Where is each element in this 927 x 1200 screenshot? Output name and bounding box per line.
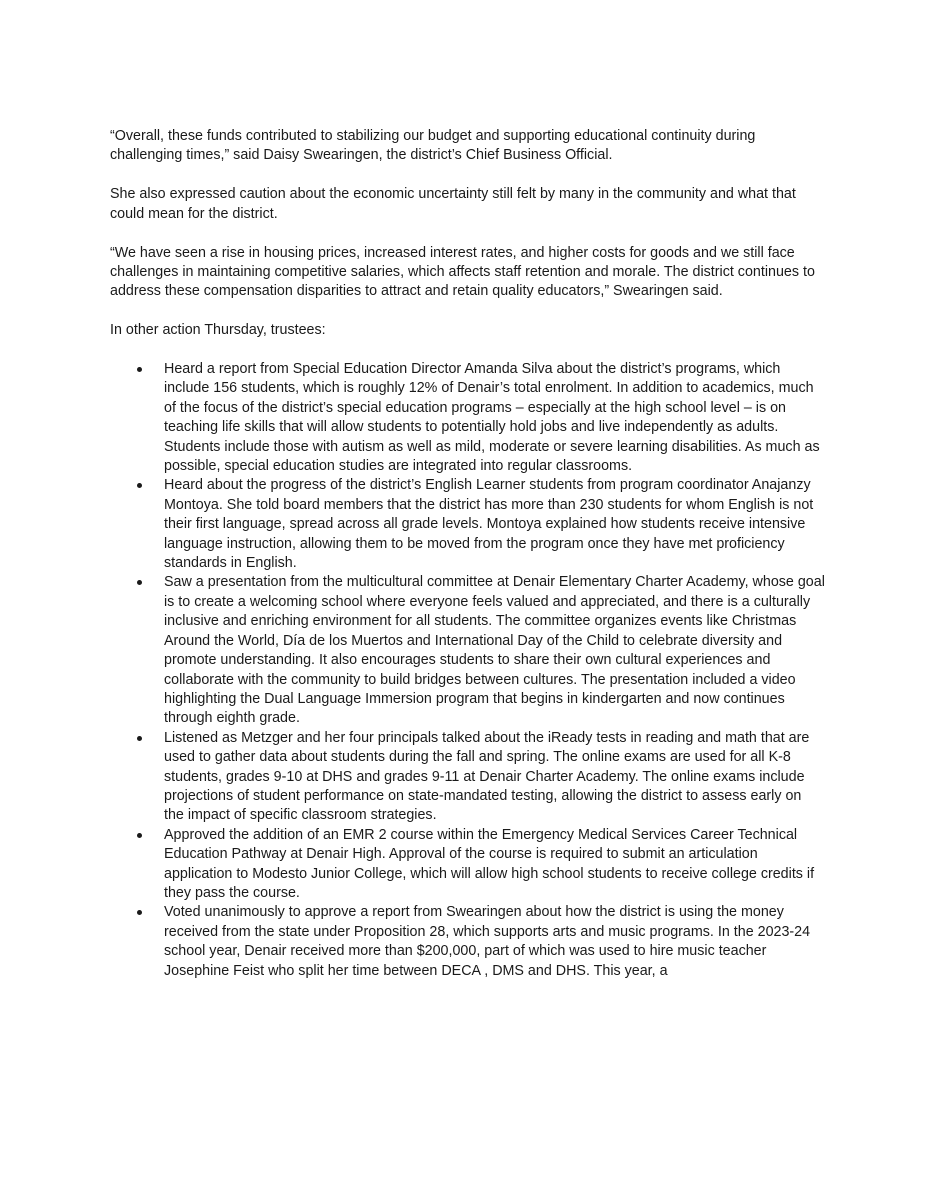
- list-item-text: Voted unanimously to approve a report from Swearingen about how the district is using the money received from the state under Proposition 28, which supports arts and music programs. In the 2023-24 school year, Denair received more than $200,000, part of which was used to hire music teacher Josephine Feist who split her time between DECA , DMS and DHS. This year, a: [164, 904, 811, 979]
- quote-paragraph-1: “Overall, these funds contributed to stabilizing our budget and supporting educational continuity during challenging times,” said Daisy Swearingen, the district’s Chief Business Official.: [110, 128, 756, 164]
- bullet-icon: [137, 367, 142, 372]
- list-item: [110, 826, 825, 904]
- list-item: [110, 360, 825, 476]
- quote-paragraph-2: “We have seen a rise in housing prices, increased interest rates, and higher costs for goods and we still face challenges in maintaining competitive salaries, which affects staff retention and morale. The district continues to address these compensation disparities to attract and retain quality educators,” Swearingen said.: [110, 244, 815, 300]
- list-item: [110, 903, 825, 981]
- document-body: [110, 127, 825, 981]
- list-item: [110, 476, 825, 573]
- list-item: [110, 729, 825, 826]
- list-item-text: Heard a report from Special Education Director Amanda Silva about the district’s programs, which include 156 students, which is roughly 12% of Denair’s total enrolment. In addition to academics, much of the focus of the district’s special education programs – especially at the high school level – is on teaching life skills that will allow students to potentially hold jobs and live independently as adults. Students include those with autism as well as mild, moderate or severe learning disabilities. As much as possible, special education studies are integrated into regular classrooms.: [164, 361, 820, 475]
- list-item-text: Heard about the progress of the district’s English Learner students from program coordinator Anajanzy Montoya. She told board members that the district has more than 230 students for whom English is not their first language, spread across all grade levels. Montoya explained how students receive intensive language instruction, allowing them to be moved from the program once they have met proficiency standards in English.: [164, 477, 814, 572]
- trustee-actions-list: [110, 360, 825, 981]
- bullet-icon: [137, 483, 142, 488]
- list-item: [110, 573, 825, 728]
- list-item-text: Listened as Metzger and her four principals talked about the iReady tests in reading and math that are used to gather data about students during the fall and spring. The online exams are used for all K-8 students, grades 9-10 at DHS and grades 9-11 at Denair Charter Academy. The online exams include projections of student performance on state-mandated testing, allowing the district to assess early on the impact of specific classroom strategies.: [164, 729, 810, 824]
- caution-paragraph: She also expressed caution about the economic uncertainty still felt by many in the community and what that could mean for the district.: [110, 186, 796, 222]
- other-action-lead: In other action Thursday, trustees:: [110, 322, 326, 339]
- bullet-icon: [137, 833, 142, 838]
- bullet-icon: [137, 910, 142, 915]
- list-item-text: Approved the addition of an EMR 2 course within the Emergency Medical Services Career Technical Education Pathway at Denair High. Approval of the course is required to submit an articulation application to Modesto Junior College, which will allow high school students to receive college credits if they pass the course.: [164, 826, 815, 901]
- bullet-icon: [137, 736, 142, 741]
- list-item-text: Saw a presentation from the multicultural committee at Denair Elementary Charter Academy, whose goal is to create a welcoming school where everyone feels valued and appreciated, and there is a culturally inclusive and enriching environment for all students. The committee organizes events like Christmas Around the World, Día de los Muertos and International Day of the Child to celebrate diversity and promote understanding. It also encourages students to share their own cultural experiences and collaborate with the community to build bridges between cultures. The presentation included a video highlighting the Dual Language Immersion program that begins in kindergarten and now continues through eighth grade.: [164, 574, 825, 727]
- bullet-icon: [137, 580, 142, 585]
